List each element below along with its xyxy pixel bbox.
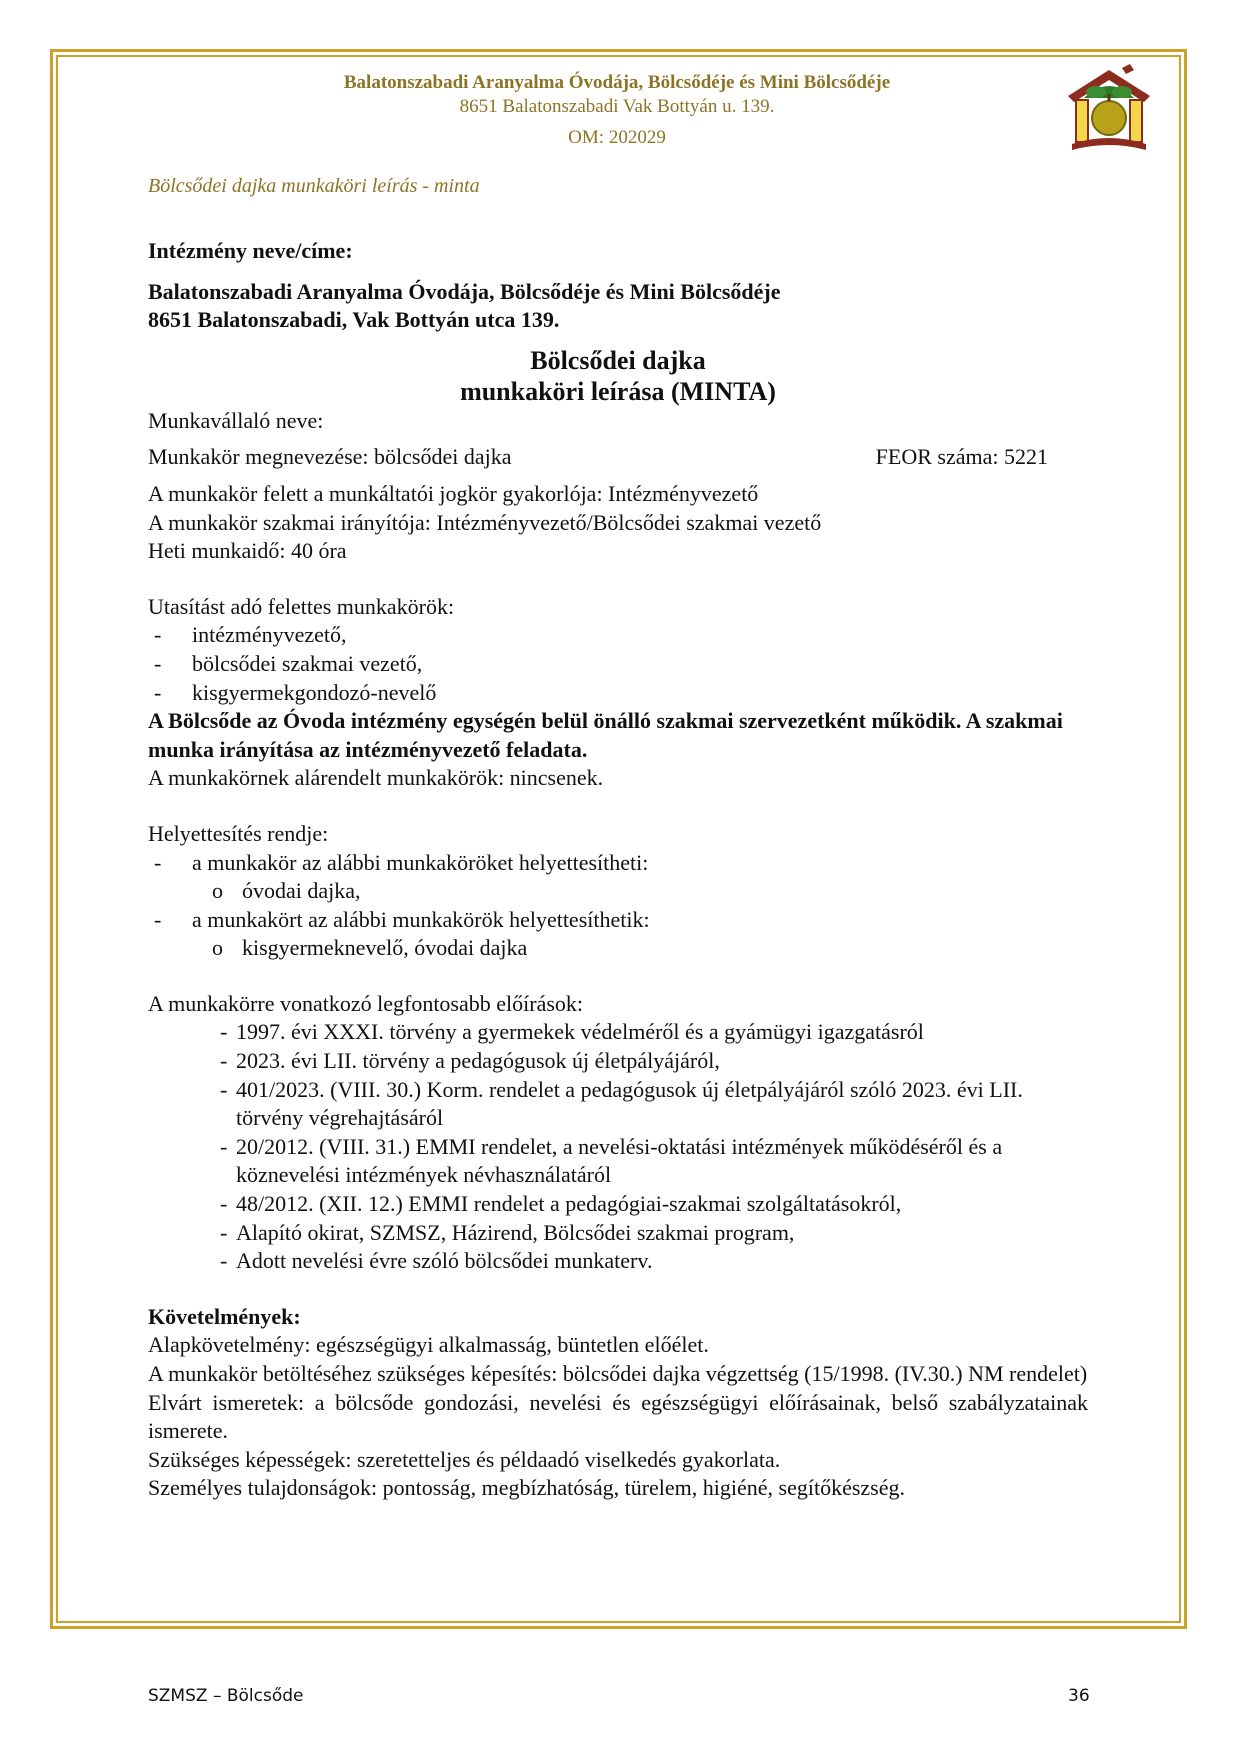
requirements-label: Követelmények: bbox=[148, 1303, 301, 1329]
document-body bbox=[148, 237, 1088, 1503]
superiors-label: Utasítást adó felettes munkakörök: bbox=[148, 593, 455, 619]
list-item: o óvodai dajka, bbox=[212, 878, 361, 904]
substitution-label: Helyettesítés rendje: bbox=[148, 820, 329, 846]
weekly-hours: Heti munkaidő: 40 óra bbox=[148, 538, 347, 564]
employer-rights: A munkakör felett a munkáltatói jogkör gyakorlója: Intézményvezető bbox=[148, 480, 759, 506]
page-number: 36 bbox=[1068, 1686, 1090, 1706]
position: Munkakör megnevezése: bölcsődei dajka bbox=[148, 444, 512, 470]
list-item: - intézményvezető, bbox=[154, 622, 347, 648]
list-item: - Alapító okirat, SZMSZ, Házirend, Bölcsődei szakmai program, bbox=[220, 1219, 795, 1245]
institution-label: Intézmény neve/címe: bbox=[148, 238, 353, 263]
letterhead-om: OM: 202029 bbox=[568, 127, 666, 148]
institution-name: Balatonszabadi Aranyalma Óvodája, Bölcsődéje és Mini Bölcsődéje bbox=[148, 278, 781, 304]
list-item: - 401/2023. (VIII. 30.) Korm. rendelet a pedagógusok új életpályájáról szóló 2023. évi LII. törvény végrehajtásáról bbox=[220, 1076, 1023, 1131]
requirement-item: Szükséges képességek: szeretetteljes és példaadó viselkedés gyakorlata. bbox=[148, 1446, 781, 1472]
bold-statement: A Bölcsőde az Óvoda intézmény egységén belül önálló szakmai szervezetként működik. A szakmai munka irányítása az intézményvezető feladata. bbox=[148, 708, 1063, 762]
institution-address: 8651 Balatonszabadi, Vak Bottyán utca 139. bbox=[148, 307, 560, 333]
list-item: - a munkakör az alábbi munkaköröket helyettesítheti: bbox=[154, 849, 649, 875]
subordinates: A munkakörnek alárendelt munkakörök: nincsenek. bbox=[148, 765, 604, 791]
title-line-1: Bölcsődei dajka bbox=[530, 345, 706, 375]
list-item: - kisgyermekgondozó-nevelő bbox=[154, 679, 437, 705]
title-line-2: munkaköri leírása (MINTA) bbox=[460, 376, 776, 406]
document-title bbox=[148, 345, 1088, 407]
list-item: - Adott nevelési évre szóló bölcsődei munkaterv. bbox=[220, 1248, 653, 1274]
letterhead bbox=[150, 71, 1084, 150]
document-subtitle: Bölcsődei dajka munkaköri leírás - minta bbox=[148, 175, 480, 197]
regulations-label: A munkakörre vonatkozó legfontosabb előírások: bbox=[148, 990, 584, 1016]
list-item: o kisgyermeknevelő, óvodai dajka bbox=[212, 935, 528, 961]
list-item: - 1997. évi XXXI. törvény a gyermekek védelméről és a gyámügyi igazgatásról bbox=[220, 1019, 924, 1045]
list-item: - 2023. évi LII. törvény a pedagógusok új életpályájáról, bbox=[220, 1048, 720, 1074]
footer-left: SZMSZ – Bölcsőde bbox=[148, 1686, 304, 1706]
institution-logo bbox=[1062, 62, 1156, 156]
list-item: - 20/2012. (VIII. 31.) EMMI rendelet, a nevelési-oktatási intézmények működéséről és a köznevelési intézmények névhasználatáról bbox=[220, 1133, 1003, 1188]
professional-director: A munkakör szakmai irányítója: Intézményvezető/Bölcsődei szakmai vezető bbox=[148, 509, 822, 535]
requirement-item: Személyes tulajdonságok: pontosság, megbízhatóság, türelem, higiéné, segítőkészség. bbox=[148, 1475, 905, 1501]
requirement-item: Alapkövetelmény: egészségügyi alkalmasság, büntetlen előélet. bbox=[148, 1332, 709, 1358]
employee-name: Munkavállaló neve: bbox=[148, 407, 324, 433]
list-item: - a munkakört az alábbi munkakörök helyettesíthetik: bbox=[154, 906, 650, 932]
list-item: - bölcsődei szakmai vezető, bbox=[154, 650, 423, 676]
letterhead-address: 8651 Balatonszabadi Vak Bottyán u. 139. bbox=[459, 96, 775, 117]
feor-number: FEOR száma: 5221 bbox=[875, 444, 1048, 470]
position-row bbox=[148, 443, 1088, 472]
requirement-item: Elvárt ismeretek: a bölcsőde gondozási, nevelési és egészségügyi előírásainak, belső szabályzatainak ismerete. bbox=[148, 1389, 1088, 1444]
requirement-item: A munkakör betöltéséhez szükséges képesítés: bölcsődei dajka végzettség (15/1998. (IV.30.) NM rendelet) bbox=[148, 1361, 1088, 1386]
list-item: - 48/2012. (XII. 12.) EMMI rendelet a pedagógiai-szakmai szolgáltatásokról, bbox=[220, 1191, 902, 1217]
letterhead-institution: Balatonszabadi Aranyalma Óvodája, Bölcsődéje és Mini Bölcsődéje bbox=[343, 72, 891, 93]
